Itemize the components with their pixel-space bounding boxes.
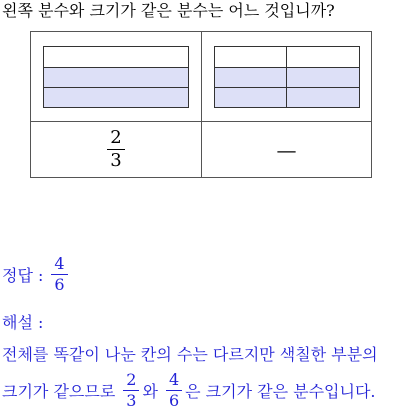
explanation-label [2,310,43,333]
right-fraction-bar [214,46,360,108]
answer-label: 정답 : [2,266,44,285]
fraction-denominator: 6 [168,391,180,410]
explanation-fraction-2 [166,371,182,410]
fraction-numerator: 2 [107,128,124,150]
explanation-text-2b: 은 크기가 같은 분수입니다. [185,382,376,401]
solution-section [2,254,398,410]
bar-segment [44,47,188,67]
question-text: 왼쪽 분수와 크기가 같은 분수는 어느 것입니까? [2,1,335,20]
left-fraction [107,128,124,171]
answer-blank-cell [202,122,372,178]
explanation-connector: 와 [142,382,158,401]
explanation-fraction-1 [123,371,139,410]
fraction-denominator: 3 [126,391,137,410]
right-bar-cell [202,32,372,122]
answer-line [2,255,71,294]
explanation-line-1 [2,342,378,365]
fraction-denominator: 3 [110,150,122,171]
bar-cell [286,47,359,67]
bar-segment-shaded [44,67,188,87]
bar-cell-shaded [215,68,287,87]
left-fraction-bar [43,46,189,108]
bar-row [215,67,359,87]
left-fraction-cell [31,122,202,178]
bar-row [215,87,359,107]
bar-cell-shaded [215,88,287,107]
explanation-text-1: 전체를 똑같이 나눈 칸의 수는 다르지만 색칠한 부분의 [2,345,378,364]
explanation-text-2a: 크기가 같으므로 [2,382,116,401]
fraction-numerator: 2 [123,371,139,391]
bar-segment-shaded [44,87,188,107]
fraction-numerator: 4 [51,255,67,275]
answer-blank: — [276,137,297,162]
fraction-denominator: 6 [54,275,65,294]
bar-cell [215,47,287,67]
fraction-numerator: 4 [166,371,182,391]
bar-cell-shaded [286,88,359,107]
answer-fraction [51,255,67,294]
fraction-table [30,31,372,178]
explanation-line-2 [2,371,376,410]
bar-row [215,47,359,67]
bar-cell-shaded [286,68,359,87]
left-bar-cell [31,32,202,122]
explanation-label-text: 해설 : [2,313,44,332]
